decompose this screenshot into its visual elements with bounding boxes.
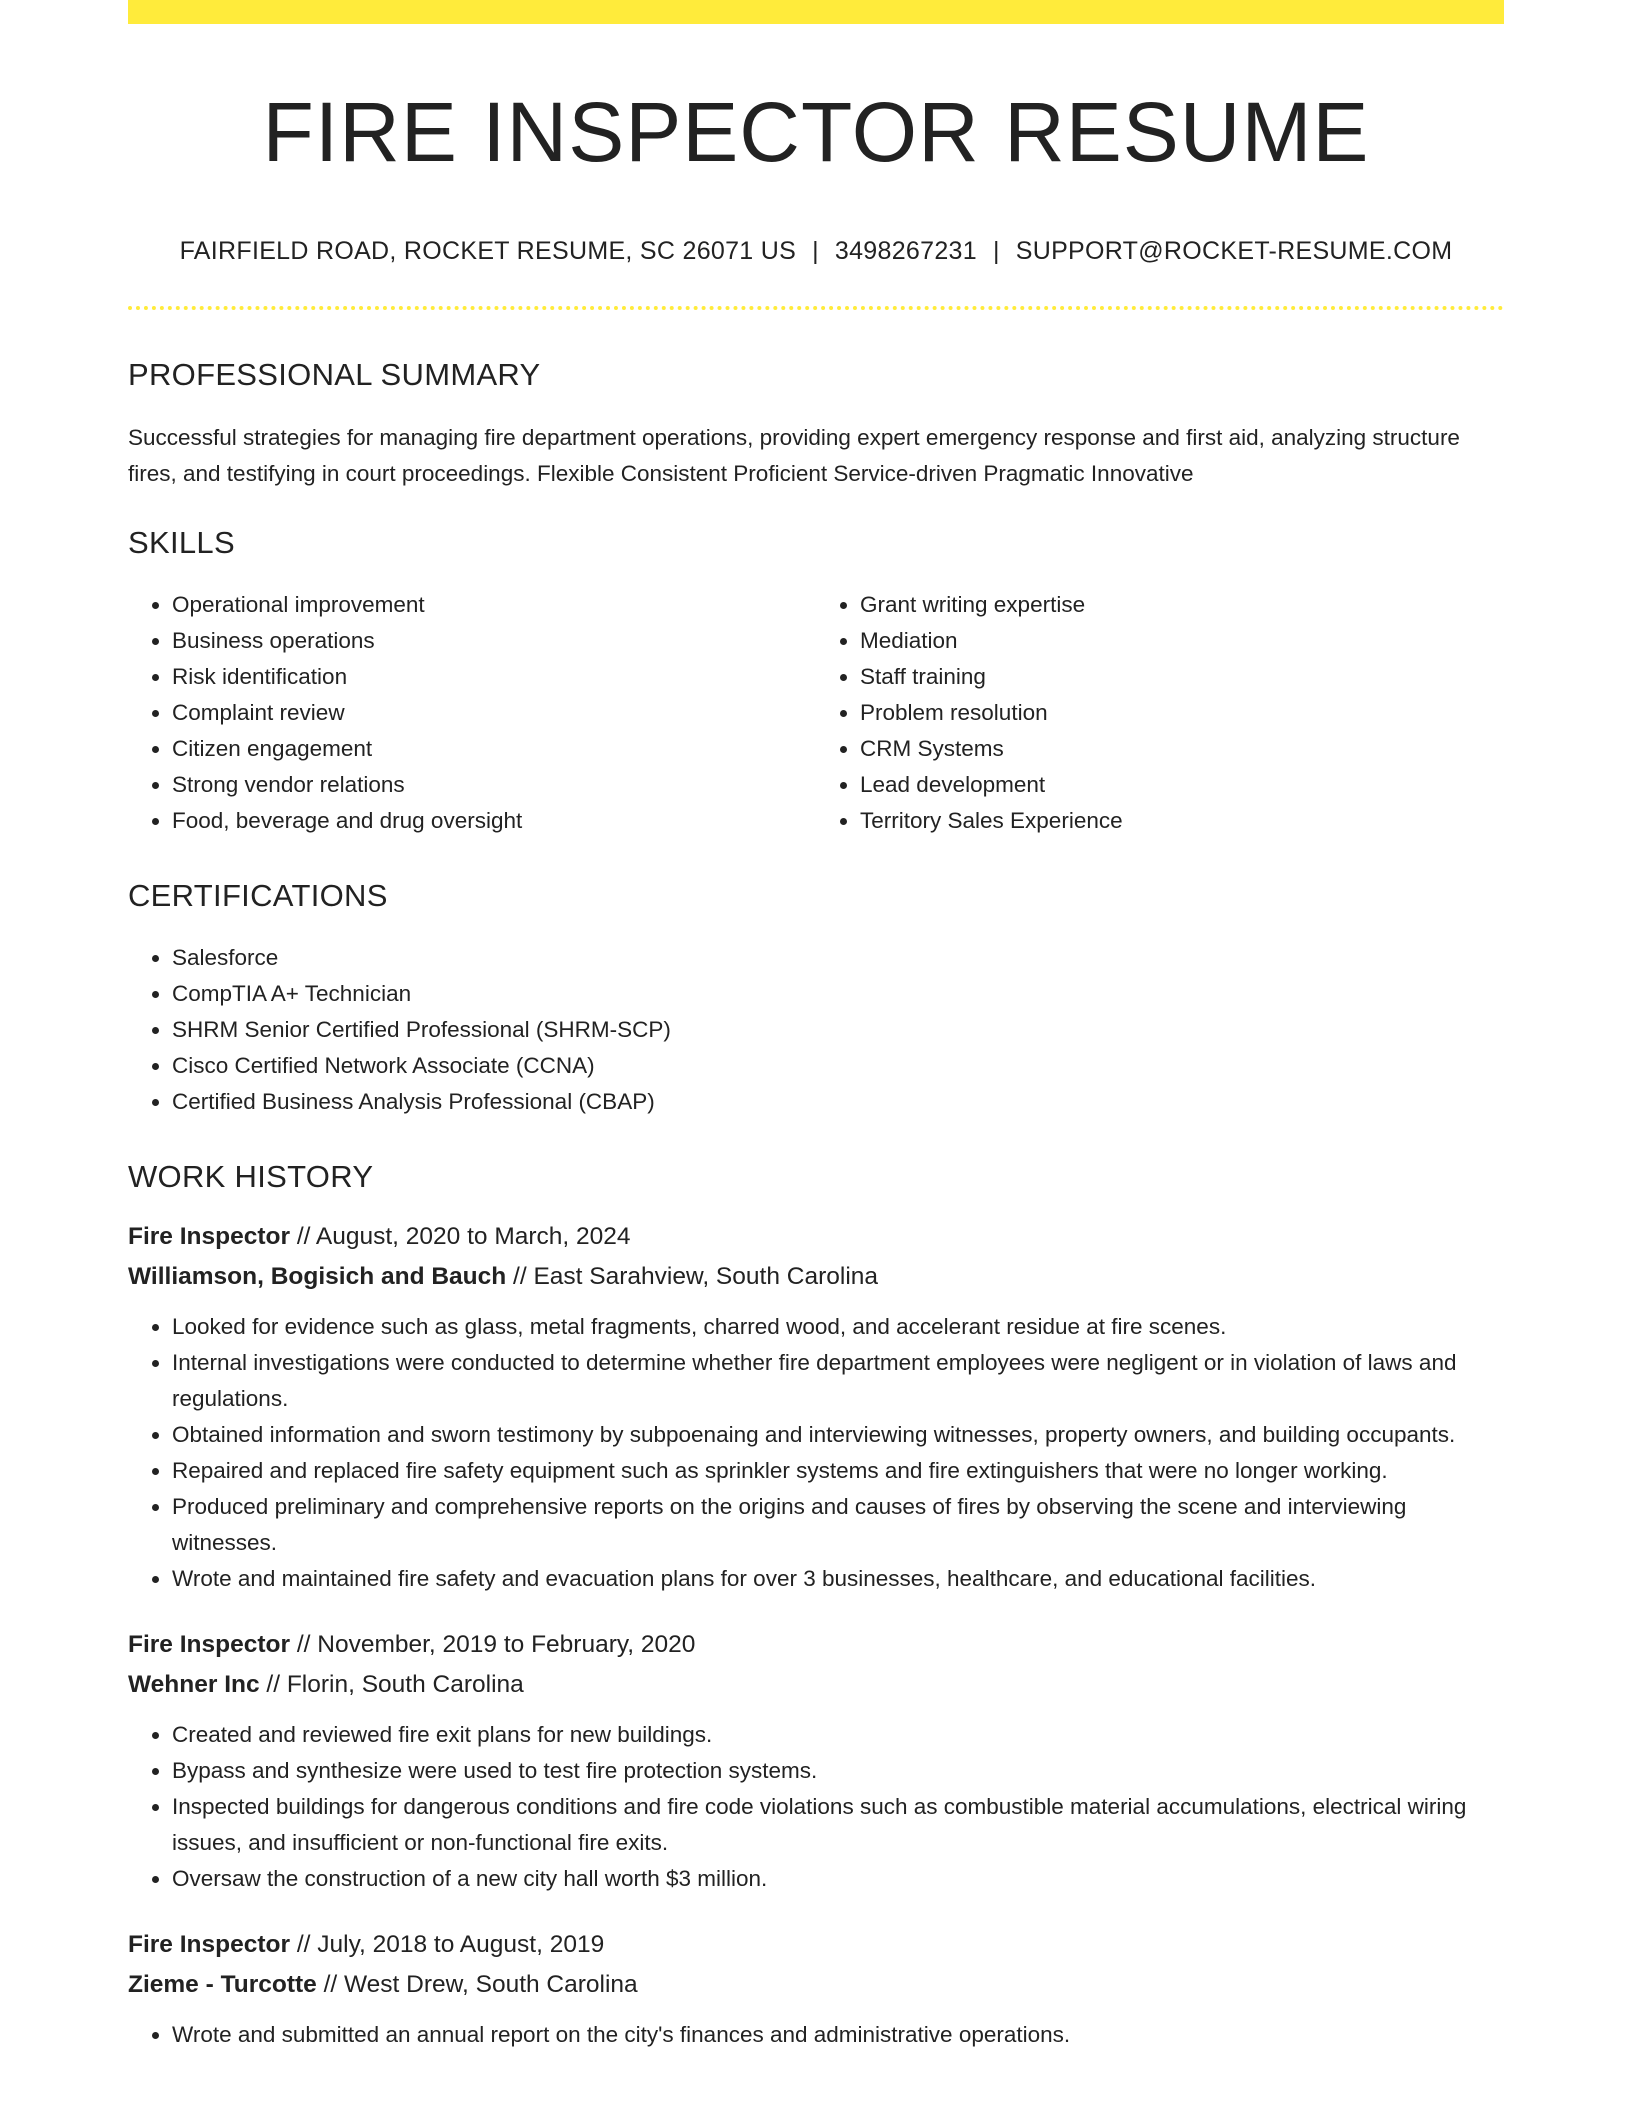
skill-item: • Risk identification <box>172 659 816 695</box>
job-title: Fire Inspector <box>128 1223 291 1251</box>
job-bullet: • Created and reviewed fire exit plans for new buildings. <box>172 1717 1504 1753</box>
skills-list-left <box>128 587 816 839</box>
job-title-line <box>128 1625 1504 1665</box>
dotted-divider <box>128 306 1504 310</box>
job-company: Williamson, Bogisich and Bauch <box>128 1263 507 1291</box>
job-bullet: • Oversaw the construction of a new city hall worth $3 million. <box>172 1861 1504 1897</box>
skill-item: • Complaint review <box>172 695 816 731</box>
job-bullets <box>128 1309 1504 1597</box>
accent-bar <box>128 0 1504 24</box>
contact-email[interactable]: SUPPORT@ROCKET-RESUME.COM <box>1015 237 1453 266</box>
skill-item: • Operational improvement <box>172 587 816 623</box>
certifications-heading: CERTIFICATIONS <box>128 877 388 913</box>
skill-item: • Lead development <box>860 767 1504 803</box>
contact-separator: | <box>992 237 1000 266</box>
contact-separator: | <box>812 237 819 266</box>
skill-item: • Citizen engagement <box>172 731 816 767</box>
job-bullet: • Repaired and replaced fire safety equipment such as sprinkler systems and fire extinguishers that were no longer working. <box>172 1453 1504 1489</box>
skills-heading: SKILLS <box>128 524 235 560</box>
certification-item: • Cisco Certified Network Associate (CCNA) <box>172 1048 1504 1084</box>
job-entry <box>128 1925 1504 2053</box>
job-bullet: • Obtained information and sworn testimony by subpoenaing and interviewing witnesses, property owners, and building occupants. <box>172 1417 1504 1453</box>
skill-item: • Strong vendor relations <box>172 767 816 803</box>
job-company: Zieme - Turcotte <box>128 1971 317 1999</box>
skill-item: • Mediation <box>860 623 1504 659</box>
skills-list-right <box>816 587 1504 839</box>
skill-item: • Food, beverage and drug oversight <box>172 803 816 839</box>
certification-item: • Salesforce <box>172 940 1504 976</box>
skill-item: • Problem resolution <box>860 695 1504 731</box>
job-bullets <box>128 1717 1504 1897</box>
job-title-line <box>128 1925 1504 1965</box>
job-title: Fire Inspector <box>128 1631 291 1659</box>
work-history-heading: WORK HISTORY <box>128 1158 374 1194</box>
job-company-line <box>128 1965 1504 2005</box>
job-title: Fire Inspector <box>128 1931 291 1959</box>
skill-item: • CRM Systems <box>860 731 1504 767</box>
contact-phone: 3498267231 <box>834 237 977 266</box>
skill-item: • Territory Sales Experience <box>860 803 1504 839</box>
job-entry <box>128 1217 1504 1597</box>
contact-line <box>128 236 1504 266</box>
job-location: // Florin, South Carolina <box>266 1671 524 1699</box>
job-bullet: • Looked for evidence such as glass, metal fragments, charred wood, and accelerant residue at fire scenes. <box>172 1309 1504 1345</box>
job-location: // East Sarahview, South Carolina <box>513 1263 879 1291</box>
job-bullet: • Bypass and synthesize were used to test fire protection systems. <box>172 1753 1504 1789</box>
summary-text: Successful strategies for managing fire department operations, providing expert emergency response and first aid, analyzing structure fires, and testifying in court proceedings. Flexible Consistent Proficient Service-driven Pragmatic Innovative <box>128 424 1460 486</box>
job-bullet: • Inspected buildings for dangerous conditions and fire code violations such as combustible material accumulations, electrical wiring issues, and insufficient or non-functional fire exits. <box>172 1789 1504 1861</box>
job-dates: // November, 2019 to February, 2020 <box>296 1631 696 1659</box>
job-entry <box>128 1625 1504 1897</box>
certification-item: • SHRM Senior Certified Professional (SHRM-SCP) <box>172 1012 1504 1048</box>
job-bullet: • Produced preliminary and comprehensive reports on the origins and causes of fires by observing the scene and interviewing witnesses. <box>172 1489 1504 1561</box>
job-bullet: • Wrote and submitted an annual report on the city's finances and administrative operations. <box>172 2017 1504 2053</box>
certification-item: • CompTIA A+ Technician <box>172 976 1504 1012</box>
job-location: // West Drew, South Carolina <box>323 1971 638 1999</box>
job-company-line <box>128 1257 1504 1297</box>
page-title: FIRE INSPECTOR RESUME <box>262 85 1370 179</box>
skill-item: • Business operations <box>172 623 816 659</box>
resume-content <box>128 0 1504 2053</box>
job-bullet: • Internal investigations were conducted to determine whether fire department employees were negligent or in violation of laws and regulations. <box>172 1345 1504 1417</box>
summary-heading: PROFESSIONAL SUMMARY <box>128 357 541 393</box>
job-bullet: • Wrote and maintained fire safety and evacuation plans for over 3 businesses, healthcare, and educational facilities. <box>172 1561 1504 1597</box>
job-dates: // August, 2020 to March, 2024 <box>296 1223 631 1251</box>
skill-item: • Staff training <box>860 659 1504 695</box>
certifications-list <box>128 940 1504 1120</box>
job-title-line <box>128 1217 1504 1257</box>
job-dates: // July, 2018 to August, 2019 <box>296 1931 605 1959</box>
skills-columns <box>128 587 1504 839</box>
contact-address: FAIRFIELD ROAD, ROCKET RESUME, SC 26071 US <box>179 237 797 266</box>
job-company: Wehner Inc <box>128 1671 260 1699</box>
job-bullets <box>128 2017 1504 2053</box>
skill-item: • Grant writing expertise <box>860 587 1504 623</box>
certification-item: • Certified Business Analysis Professional (CBAP) <box>172 1084 1504 1120</box>
job-company-line <box>128 1665 1504 1705</box>
